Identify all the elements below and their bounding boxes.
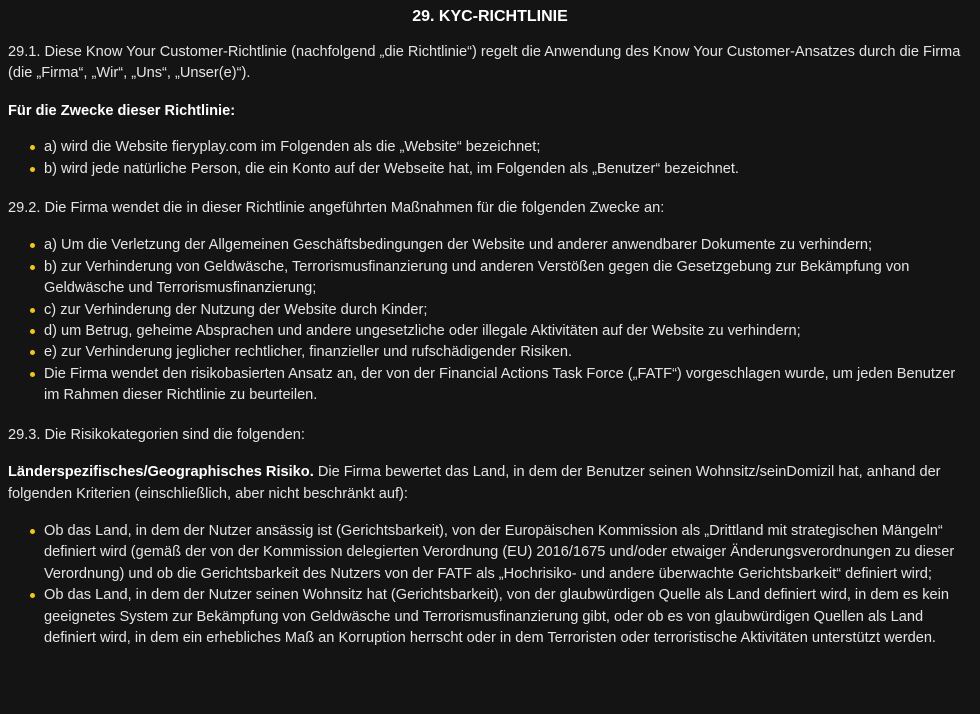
section-29-3-text: 29.3. Die Risikokategorien sind die folgenden: — [8, 426, 305, 443]
purposes-list — [8, 235, 972, 406]
list-item: a) wird die Website fieryplay.com im Folgenden als die „Website“ bezeichnet; — [44, 137, 972, 158]
section-29-1-text: 29.1. Diese Know Your Customer-Richtlinie (nachfolgend „die Richtlinie“) regelt die Anwendung des Know Your Customer-Ansatzes durch die Firma (die „Firma“, „Wir“, „Uns“, „Unser(e)“). — [8, 44, 961, 82]
definitions-list — [8, 137, 972, 180]
page-title: 29. KYC-RICHTLINIE — [412, 8, 568, 25]
section-29-2-text: 29.2. Die Firma wendet die in dieser Richtlinie angeführten Maßnahmen für die folgenden Zwecke an: — [8, 200, 665, 217]
country-risk-paragraph — [8, 462, 972, 505]
list-item: b) wird jede natürliche Person, die ein Konto auf der Webseite hat, im Folgenden als „Benutzer“ bezeichnet. — [44, 159, 972, 180]
list-item: b) zur Verhinderung von Geldwäsche, Terrorismusfinanzierung und anderen Verstößen gegen die Gesetzgebung zur Bekämpfung von Geldwäsche und Terrorismusfinanzierung; — [44, 257, 972, 300]
list-item: a) Um die Verletzung der Allgemeinen Geschäftsbedingungen der Website und anderer anwendbarer Dokumente zu verhindern; — [44, 235, 972, 256]
purposes-heading: Für die Zwecke dieser Richtlinie: — [8, 102, 236, 119]
list-item: Die Firma wendet den risikobasierten Ansatz an, der von der Financial Actions Task Force („FATF“) vorgeschlagen wurde, um jeden Benutzer im Rahmen dieser Richtlinie zu beurteilen. — [44, 364, 972, 407]
list-item: d) um Betrug, geheime Absprachen und andere ungesetzliche oder illegale Aktivitäten auf der Website zu verhindern; — [44, 321, 972, 342]
country-risk-text: Die Firma bewertet das Land, in dem der Benutzer seinen Wohnsitz/seinDomizil hat, anhand der folgenden Kriterien (einschließlich, aber nicht beschränkt auf): — [8, 464, 941, 502]
list-item: e) zur Verhinderung jeglicher rechtlicher, finanzieller und rufschädigender Risiken. — [44, 342, 972, 363]
list-item: c) zur Verhinderung der Nutzung der Website durch Kinder; — [44, 300, 972, 321]
list-item: Ob das Land, in dem der Nutzer seinen Wohnsitz hat (Gerichtsbarkeit), von der glaubwürdigen Quelle als Land definiert wird, in dem es kein geeignetes System zur Bekämpfung von Geldwäsche und Terrorismusfinanzierung gibt, oder ob es von glaubwürdigen Quellen als Land definiert wird, in dem ein erhebliches Maß an Korruption herrscht oder in dem Terroristen oder terroristische Aktivitäten unterstützt werden. — [44, 585, 972, 649]
country-risk-lead: Länderspezifisches/Geographisches Risiko. — [8, 464, 314, 481]
criteria-list — [8, 521, 972, 649]
list-item: Ob das Land, in dem der Nutzer ansässig ist (Gerichtsbarkeit), von der Europäischen Kommission als „Drittland mit strategischen Mängeln“ definiert wird (gemäß der von der Kommission delegierten Verordnung (EU) 2016/1675 und/oder etwaiger Änderungsverordnungen zu dieser Verordnung) und ob die Gerichtsbarkeit des Nutzers von der FATF als „Hochrisiko- und andere überwachte Gerichtsbarkeit“ definiert wird; — [44, 521, 972, 585]
